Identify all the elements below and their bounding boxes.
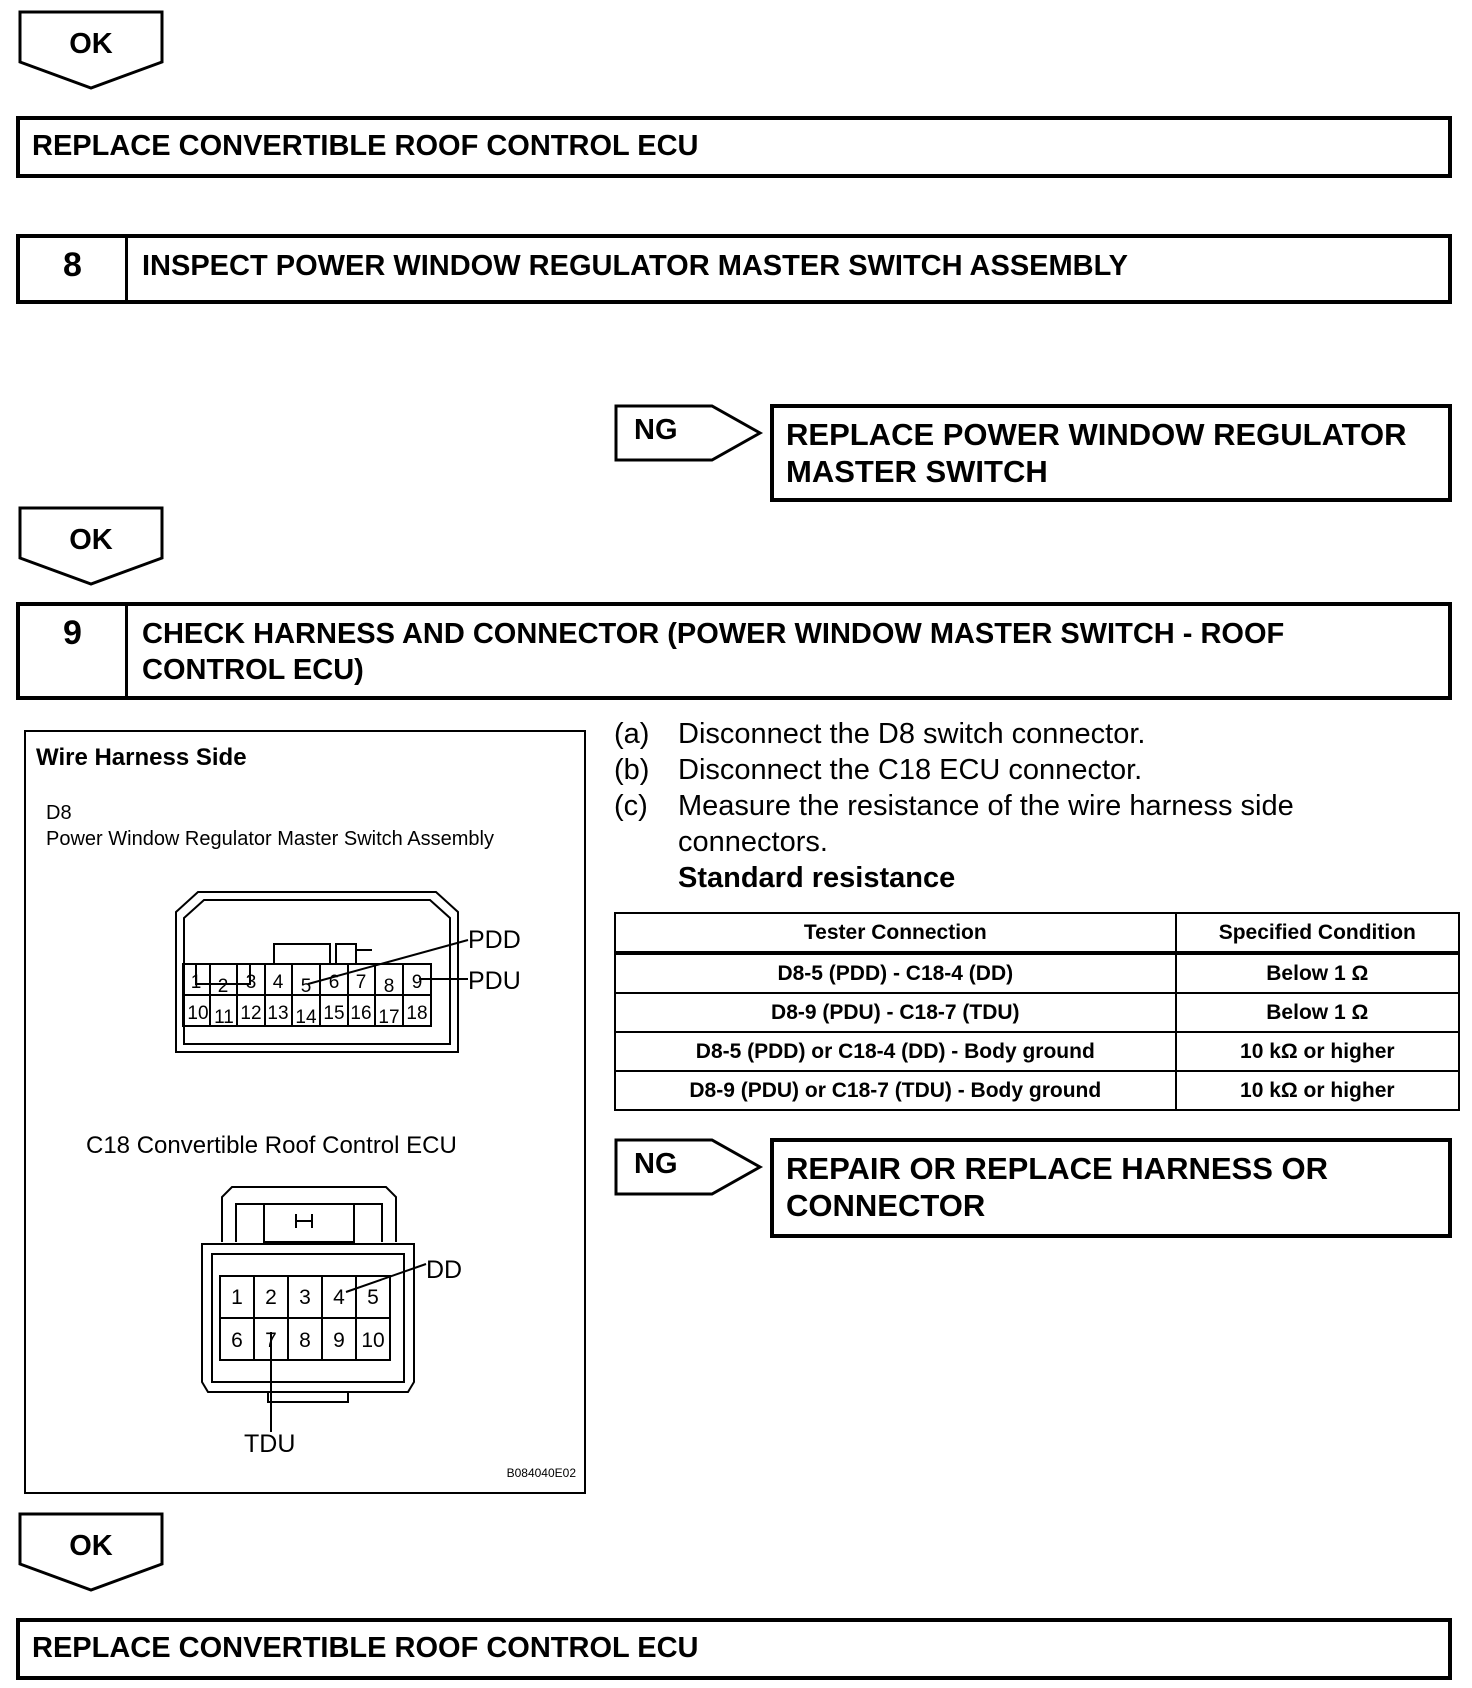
ng-label: NG bbox=[634, 1148, 678, 1180]
ng-arrow-2 bbox=[614, 1138, 762, 1196]
d8-description: Power Window Regulator Master Switch Assembly bbox=[46, 828, 494, 850]
d8-pin: 3 bbox=[245, 972, 257, 993]
c18-pin: 10 bbox=[361, 1329, 385, 1352]
d8-code: D8 bbox=[46, 802, 72, 824]
d8-pin: 14 bbox=[295, 1007, 317, 1028]
d8-pin: 11 bbox=[214, 1007, 234, 1028]
instruction-letter: (a) bbox=[614, 718, 650, 750]
result-text: REPLACE CONVERTIBLE ROOF CONTROL ECU bbox=[32, 1632, 699, 1664]
table-row bbox=[615, 993, 1459, 1032]
instruction-text: Disconnect the D8 switch connector. bbox=[678, 718, 1146, 750]
table-cell: 10 kΩ or higher bbox=[1176, 1032, 1459, 1071]
result-box-bottom bbox=[16, 1618, 1452, 1680]
c18-pin: 7 bbox=[265, 1329, 277, 1352]
c18-bottom-tab bbox=[268, 1392, 348, 1402]
table-cell: D8-9 (PDU) or C18-7 (TDU) - Body ground bbox=[615, 1071, 1176, 1110]
d8-pin: 5 bbox=[300, 976, 312, 997]
c18-top-shell bbox=[222, 1187, 396, 1242]
step-8-header bbox=[16, 234, 1452, 304]
c18-connector bbox=[202, 1187, 426, 1432]
table-row bbox=[615, 953, 1459, 993]
d8-pin: 17 bbox=[378, 1007, 400, 1028]
c18-pin: 9 bbox=[333, 1329, 345, 1352]
figure-title: Wire Harness Side bbox=[36, 744, 247, 771]
table-row bbox=[615, 1032, 1459, 1071]
d8-latch bbox=[336, 944, 356, 964]
d8-pin: 8 bbox=[383, 976, 395, 997]
d8-pin: 12 bbox=[240, 1003, 262, 1024]
d8-pin: 7 bbox=[355, 972, 367, 993]
standard-label: Standard resistance bbox=[678, 862, 956, 894]
result-box-top bbox=[16, 116, 1452, 178]
figure-code: B084040E02 bbox=[506, 1466, 576, 1480]
pdd-label: PDD bbox=[468, 926, 521, 954]
instruction-letter: (b) bbox=[614, 754, 650, 786]
d8-pin: 6 bbox=[328, 972, 340, 993]
result-text: REPLACE CONVERTIBLE ROOF CONTROL ECU bbox=[32, 130, 699, 162]
ok-label: OK bbox=[69, 524, 113, 556]
table-header-row bbox=[615, 913, 1459, 953]
table-cell: 10 kΩ or higher bbox=[1176, 1071, 1459, 1110]
c18-pin: 5 bbox=[367, 1286, 379, 1309]
c18-pin: 6 bbox=[231, 1329, 243, 1352]
instruction-text: connectors. bbox=[678, 826, 828, 858]
d8-pin: 1 bbox=[190, 972, 202, 993]
d8-connector bbox=[176, 892, 468, 1052]
instruction-text: Measure the resistance of the wire harness side bbox=[678, 790, 1294, 822]
table-cell: D8-5 (PDD) - C18-4 (DD) bbox=[615, 953, 1176, 993]
step-title: INSPECT POWER WINDOW REGULATOR MASTER SWITCH ASSEMBLY bbox=[142, 250, 1129, 282]
c18-pin: 8 bbox=[299, 1329, 311, 1352]
c18-pin: 1 bbox=[231, 1286, 243, 1309]
d8-pin: 16 bbox=[350, 1003, 372, 1024]
ok-arrow-3 bbox=[18, 1512, 164, 1594]
c18-pin: 4 bbox=[333, 1286, 345, 1309]
step-number: 8 bbox=[20, 238, 128, 300]
instruction-text: Disconnect the C18 ECU connector. bbox=[678, 754, 1143, 786]
c18-top-inner bbox=[236, 1204, 382, 1242]
connector-diagram bbox=[26, 732, 586, 1494]
instruction-letter: (c) bbox=[614, 790, 648, 822]
d8-key bbox=[274, 944, 330, 964]
resistance-table bbox=[614, 912, 1460, 1111]
ok-arrow-1 bbox=[18, 10, 164, 92]
d8-pin: 13 bbox=[267, 1003, 289, 1024]
ng-result-box-2 bbox=[770, 1138, 1452, 1238]
table-cell: D8-5 (PDD) or C18-4 (DD) - Body ground bbox=[615, 1032, 1176, 1071]
table-cell: D8-9 (PDU) - C18-7 (TDU) bbox=[615, 993, 1176, 1032]
table-row bbox=[615, 1071, 1459, 1110]
step-title: CHECK HARNESS AND CONNECTOR (POWER WINDOW MASTER SWITCH - ROOF CONTROL ECU) bbox=[142, 618, 1285, 686]
ng-result-text: REPLACE POWER WINDOW REGULATOR MASTER SWITCH bbox=[786, 417, 1407, 489]
d8-pin: 4 bbox=[272, 972, 284, 993]
tdu-label: TDU bbox=[244, 1430, 296, 1458]
pdu-label: PDU bbox=[468, 967, 521, 995]
ng-label: NG bbox=[634, 414, 678, 446]
ok-label: OK bbox=[69, 1530, 113, 1562]
table-header: Tester Connection bbox=[615, 913, 1176, 953]
ng-arrow-1 bbox=[614, 404, 762, 462]
d8-pin: 15 bbox=[323, 1003, 345, 1024]
table-cell: Below 1 Ω bbox=[1176, 953, 1459, 993]
d8-pin: 10 bbox=[187, 1003, 209, 1024]
c18-pin: 3 bbox=[299, 1286, 311, 1309]
step-number: 9 bbox=[20, 606, 128, 696]
step-9-header bbox=[16, 602, 1452, 700]
ok-label: OK bbox=[69, 28, 113, 60]
connector-figure bbox=[24, 730, 586, 1494]
table-cell: Below 1 Ω bbox=[1176, 993, 1459, 1032]
d8-pin: 9 bbox=[411, 972, 423, 993]
ng-result-text: REPAIR OR REPLACE HARNESS OR CONNECTOR bbox=[786, 1151, 1328, 1223]
table-header: Specified Condition bbox=[1176, 913, 1459, 953]
dd-label: DD bbox=[426, 1256, 463, 1284]
instructions bbox=[614, 716, 1460, 896]
d8-pin: 2 bbox=[217, 976, 229, 997]
c18-title: C18 Convertible Roof Control ECU bbox=[86, 1132, 457, 1159]
c18-pin: 2 bbox=[265, 1286, 277, 1309]
d8-pin: 18 bbox=[406, 1003, 428, 1024]
ng-result-box-1 bbox=[770, 404, 1452, 502]
c18-latch bbox=[264, 1204, 354, 1242]
ok-arrow-2 bbox=[18, 506, 164, 588]
